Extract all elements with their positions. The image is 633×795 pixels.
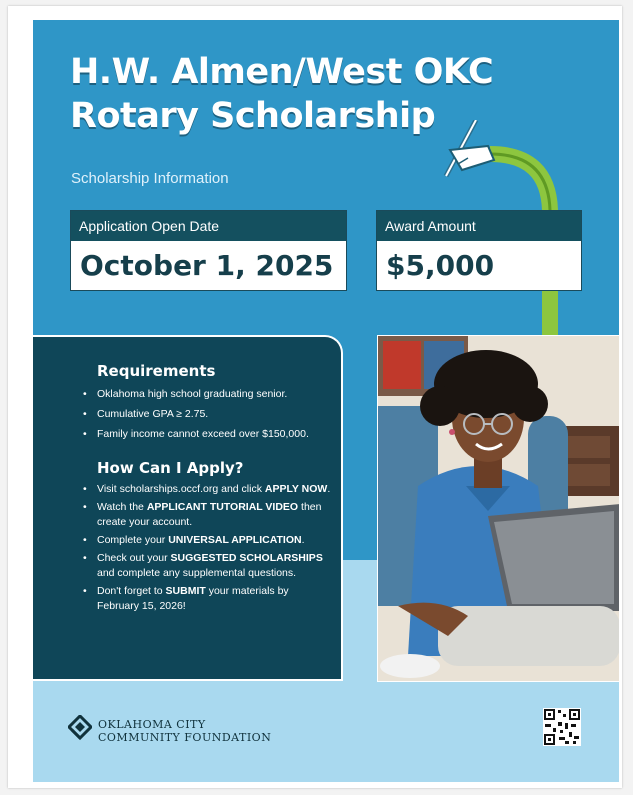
list-item: • Visit scholarships.occf.org and click APPLY NOW. bbox=[81, 482, 331, 497]
open-date-box bbox=[70, 210, 347, 291]
title-line-1: H.W. Almen/West OKC bbox=[70, 52, 494, 92]
list-item: • Watch the APPLICANT TUTORIAL VIDEO then create your account. bbox=[81, 500, 331, 530]
requirements-list bbox=[81, 387, 331, 447]
apply-steps-list bbox=[81, 482, 331, 617]
list-item: • Complete your UNIVERSAL APPLICATION. bbox=[81, 533, 331, 548]
qr-code-icon bbox=[543, 708, 581, 746]
open-date-value: October 1, 2025 bbox=[80, 249, 334, 282]
award-label: Award Amount bbox=[377, 211, 581, 241]
list-item: • Cumulative GPA ≥ 2.75. bbox=[81, 407, 331, 422]
org-name-line-2: COMMUNITY FOUNDATION bbox=[98, 731, 272, 744]
award-value: $5,000 bbox=[386, 249, 495, 282]
info-panel bbox=[33, 335, 343, 681]
occf-logo-icon bbox=[68, 715, 92, 741]
student-photo bbox=[377, 335, 619, 682]
org-name-line-1: OKLAHOMA CITY bbox=[98, 718, 206, 731]
list-item: • Oklahoma high school graduating senior. bbox=[81, 387, 331, 402]
org-name bbox=[98, 718, 271, 744]
list-item: • Check out your SUGGESTED SCHOLARSHIPS and complete any supplemental questions. bbox=[81, 551, 331, 581]
open-date-label: Application Open Date bbox=[71, 211, 346, 241]
requirements-heading: Requirements bbox=[97, 362, 216, 380]
list-item: • Family income cannot exceed over $150,000. bbox=[81, 427, 331, 442]
award-box bbox=[376, 210, 582, 291]
document-page bbox=[8, 6, 622, 788]
title-line-2: Rotary Scholarship bbox=[70, 96, 436, 136]
scholarship-poster bbox=[33, 20, 619, 782]
apply-heading: How Can I Apply? bbox=[97, 459, 244, 477]
subtitle: Scholarship Information bbox=[71, 170, 229, 187]
list-item: • Don't forget to SUBMIT your materials by February 15, 2026! bbox=[81, 584, 331, 614]
